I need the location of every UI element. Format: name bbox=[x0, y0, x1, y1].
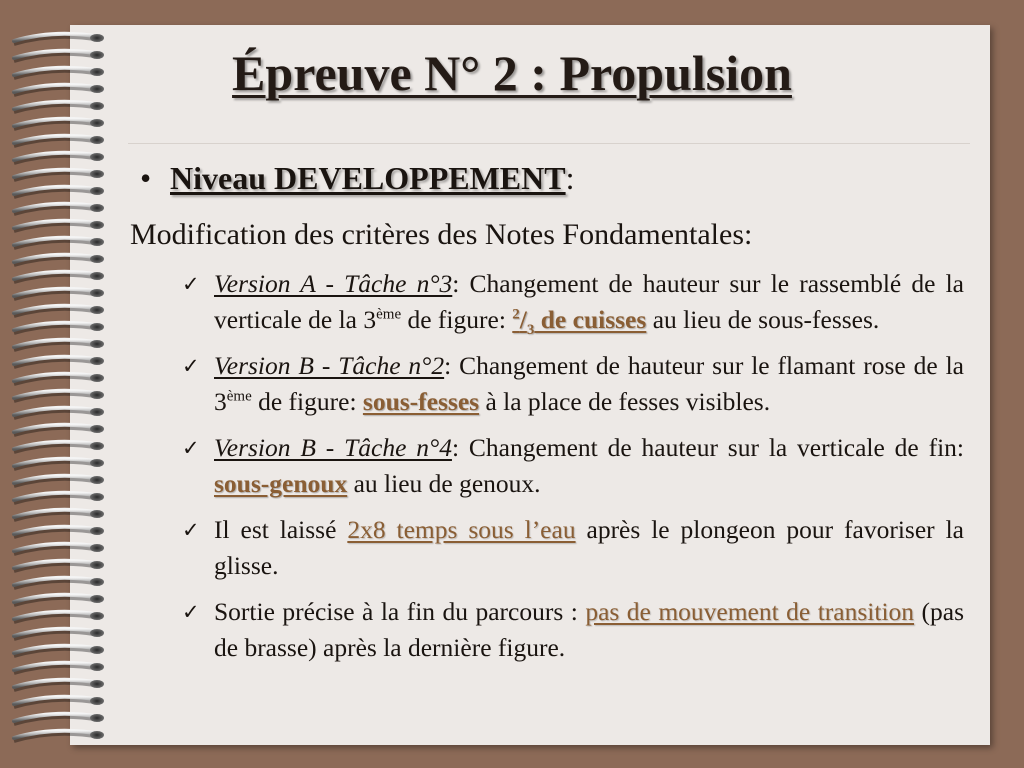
fraction-slash: / bbox=[519, 305, 527, 334]
spiral-ring bbox=[14, 34, 104, 44]
item-text: : Changement de hauteur sur la verticale de fin: bbox=[451, 433, 964, 462]
item-version: Version B - Tâche n°2 bbox=[214, 351, 445, 380]
item-text: (pas de brasse) après la dernière figure. bbox=[214, 597, 965, 662]
item-text: au lieu de sous-fesses. bbox=[646, 305, 880, 334]
checkmark-icon: ✓ bbox=[182, 354, 200, 378]
item-version: Version B - Tâche n°4 bbox=[214, 433, 452, 462]
spiral-ring bbox=[14, 357, 104, 367]
spiral-ring bbox=[14, 697, 104, 707]
spiral-ring bbox=[14, 561, 104, 571]
spiral-ring bbox=[14, 714, 104, 724]
item-text: : Changement de hauteur sur le flamant rose de la 3 bbox=[214, 351, 964, 416]
intro-text: Modification des critères des Notes Fondamentales: bbox=[130, 218, 753, 251]
item-text: de figure: bbox=[251, 387, 363, 416]
item-text: : Changement de hauteur sur le rassemblé de la verticale de la 3 bbox=[214, 269, 964, 334]
spiral-ring bbox=[14, 629, 104, 639]
spiral-ring bbox=[14, 204, 104, 214]
item-highlight: sous-fesses bbox=[362, 387, 480, 416]
fraction-numerator: 2 bbox=[512, 306, 520, 323]
list-item bbox=[182, 430, 964, 502]
spiral-ring bbox=[14, 170, 104, 180]
spiral-ring bbox=[14, 289, 104, 299]
checkmark-icon: ✓ bbox=[182, 272, 200, 296]
spiral-ring bbox=[14, 595, 104, 605]
spiral-ring bbox=[14, 646, 104, 656]
spiral-ring bbox=[14, 663, 104, 673]
item-highlight: sous-genoux bbox=[214, 469, 348, 498]
spiral-ring bbox=[14, 221, 104, 231]
spiral-ring bbox=[14, 340, 104, 350]
checkmark-icon: ✓ bbox=[182, 600, 200, 624]
list-item bbox=[182, 512, 964, 584]
list-item bbox=[182, 348, 964, 420]
checkmark-icon: ✓ bbox=[182, 436, 200, 460]
spiral-ring bbox=[14, 578, 104, 588]
item-text: au lieu de genoux. bbox=[347, 469, 541, 498]
spiral-ring bbox=[14, 527, 104, 537]
item-text: après le plongeon pour favoriser la glisse. bbox=[214, 515, 964, 580]
spiral-ring bbox=[14, 425, 104, 435]
spiral-ring bbox=[14, 272, 104, 282]
spiral-ring bbox=[14, 510, 104, 520]
bullet-icon: • bbox=[140, 160, 152, 196]
spiral-ring bbox=[14, 408, 104, 418]
checkmark-icon: ✓ bbox=[182, 518, 200, 542]
title-divider bbox=[128, 143, 970, 144]
item-text: Il est laissé bbox=[214, 515, 348, 544]
item-text: Sortie précise à la fin du parcours : bbox=[214, 597, 586, 626]
level-heading bbox=[140, 160, 574, 197]
item-text: à la place de fesses visibles. bbox=[479, 387, 771, 416]
spiral-ring bbox=[14, 544, 104, 554]
item-highlight bbox=[512, 305, 647, 339]
fraction-denominator: 3 bbox=[526, 322, 535, 339]
highlight-text: de cuisses bbox=[534, 305, 647, 334]
spiral-ring bbox=[14, 391, 104, 401]
spiral-ring bbox=[14, 459, 104, 469]
spiral-ring bbox=[14, 374, 104, 384]
spiral-ring bbox=[14, 255, 104, 265]
item-superscript: ème bbox=[376, 306, 402, 323]
level-name: Niveau DEVELOPPEMENT bbox=[170, 160, 566, 196]
item-highlight: 2x8 temps sous l’eau bbox=[347, 515, 576, 544]
slide-title: Épreuve N° 2 : Propulsion bbox=[232, 45, 792, 101]
item-superscript: ème bbox=[226, 388, 252, 405]
spiral-ring bbox=[14, 731, 104, 741]
spiral-ring bbox=[14, 612, 104, 622]
spiral-ring bbox=[14, 238, 104, 248]
spiral-ring bbox=[14, 119, 104, 129]
spiral-ring bbox=[14, 153, 104, 163]
item-text: de figure: bbox=[401, 305, 513, 334]
spiral-ring bbox=[14, 476, 104, 486]
list-item bbox=[182, 266, 964, 338]
spiral-binding bbox=[0, 0, 132, 768]
spiral-ring bbox=[14, 493, 104, 503]
list-item bbox=[182, 594, 964, 666]
spiral-ring bbox=[14, 442, 104, 452]
item-highlight: pas de mouvement de transition bbox=[585, 597, 915, 626]
spiral-ring bbox=[14, 306, 104, 316]
spiral-ring bbox=[14, 187, 104, 197]
spiral-ring bbox=[14, 102, 104, 112]
criteria-list bbox=[182, 266, 964, 676]
item-version: Version A - Tâche n°3 bbox=[214, 269, 453, 298]
spiral-ring bbox=[14, 680, 104, 690]
spiral-ring bbox=[14, 136, 104, 146]
level-colon: : bbox=[565, 160, 575, 196]
spiral-ring bbox=[14, 323, 104, 333]
